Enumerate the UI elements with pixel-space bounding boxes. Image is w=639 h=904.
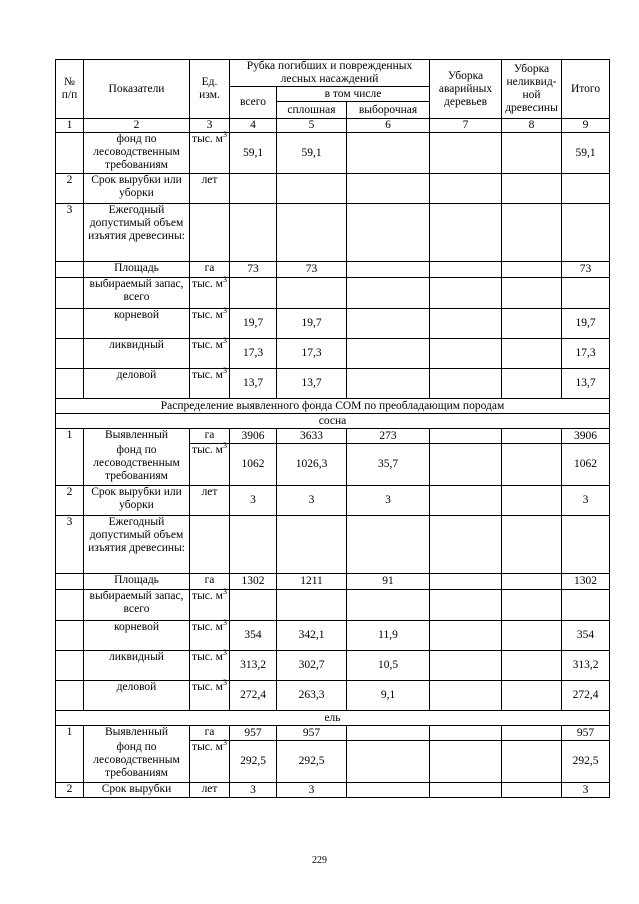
row-number <box>56 339 84 369</box>
indicator-name: деловой <box>84 369 190 399</box>
value-cell <box>347 590 430 621</box>
unit-cell <box>190 618 230 651</box>
value-cell: 313,2 <box>562 651 610 681</box>
row-number: 1 <box>56 429 84 444</box>
value-cell <box>430 339 502 369</box>
value-cell: 3633 <box>277 429 347 444</box>
indicator-name: Ежегодный допустимый объем изъятия древесины: <box>84 204 190 262</box>
column-number: 4 <box>230 119 277 133</box>
value-cell: 59,1 <box>230 133 277 174</box>
value-cell <box>347 262 430 278</box>
unit-text: тыс. м <box>192 133 223 145</box>
section-title-row <box>56 399 610 414</box>
value-cell <box>430 204 502 262</box>
table-row <box>56 486 610 516</box>
unit-cell <box>190 648 230 681</box>
table-row <box>56 681 610 711</box>
column-number: 2 <box>84 119 190 133</box>
unit-text: тыс. м <box>192 339 223 351</box>
header-emergency: Уборка аварийных деревьев <box>430 60 502 119</box>
section-title: Распределение выявленного фонда СОМ по преобладающим породам <box>56 399 610 414</box>
table-row <box>56 516 610 574</box>
unit-cell <box>190 738 230 783</box>
species-label-pine: сосна <box>56 414 610 429</box>
value-cell <box>430 681 502 711</box>
value-cell: 91 <box>347 574 430 590</box>
value-cell <box>230 174 277 204</box>
unit-cell <box>190 275 230 309</box>
header-unit: Ед. изм. <box>190 60 230 119</box>
value-cell <box>277 278 347 309</box>
value-cell: 957 <box>230 726 277 741</box>
table-row <box>56 204 610 262</box>
value-cell <box>230 590 277 621</box>
value-cell: 3906 <box>230 429 277 444</box>
unit-cell <box>190 366 230 399</box>
value-cell <box>347 741 430 783</box>
unit-text: га <box>204 726 215 738</box>
row-number: 2 <box>56 486 84 516</box>
value-cell <box>277 174 347 204</box>
value-cell: 17,3 <box>277 339 347 369</box>
value-cell: 13,7 <box>230 369 277 399</box>
value-cell: 272,4 <box>562 681 610 711</box>
value-cell <box>347 309 430 339</box>
indicator-name: Выявленный <box>84 726 190 741</box>
value-cell <box>502 204 562 262</box>
unit-superscript: 3 <box>222 678 227 688</box>
value-cell: 1062 <box>230 444 277 486</box>
value-cell <box>562 516 610 574</box>
row-number <box>56 574 84 590</box>
unit-text: га <box>204 574 215 586</box>
column-number: 7 <box>430 119 502 133</box>
value-cell: 263,3 <box>277 681 347 711</box>
value-cell <box>502 429 562 444</box>
indicator-name: Площадь <box>84 262 190 278</box>
value-cell <box>347 369 430 399</box>
value-cell: 272,4 <box>230 681 277 711</box>
header-num: № п/п <box>56 60 84 119</box>
value-cell: 3 <box>277 486 347 516</box>
header-total-all: всего <box>230 87 277 119</box>
value-cell <box>502 486 562 516</box>
value-cell <box>502 726 562 741</box>
indicator-name: Выявленный <box>84 429 190 444</box>
value-cell: 19,7 <box>562 309 610 339</box>
row-number <box>56 590 84 621</box>
value-cell <box>347 726 430 741</box>
unit-cell <box>190 587 230 621</box>
value-cell: 13,7 <box>562 369 610 399</box>
value-cell: 3906 <box>562 429 610 444</box>
indicator-name: Площадь <box>84 574 190 590</box>
indicator-name: выбираемый запас, всего <box>84 278 190 309</box>
value-cell <box>562 174 610 204</box>
unit-text: тыс. м <box>192 741 223 753</box>
table-row <box>56 262 610 278</box>
row-number <box>56 444 84 486</box>
header-indicators: Показатели <box>84 60 190 119</box>
value-cell: 17,3 <box>230 339 277 369</box>
value-cell: 1302 <box>230 574 277 590</box>
value-cell: 3 <box>230 783 277 798</box>
value-cell <box>347 174 430 204</box>
value-cell <box>230 204 277 262</box>
header-selective: выборочная <box>347 102 430 119</box>
value-cell <box>502 590 562 621</box>
column-number: 9 <box>562 119 610 133</box>
value-cell <box>502 309 562 339</box>
value-cell: 59,1 <box>277 133 347 174</box>
value-cell <box>502 339 562 369</box>
indicator-name: корневой <box>84 309 190 339</box>
value-cell <box>430 590 502 621</box>
value-cell: 17,3 <box>562 339 610 369</box>
unit-text: тыс. м <box>192 590 223 602</box>
species-label-spruce-row <box>56 711 610 726</box>
table-row <box>56 651 610 681</box>
value-cell: 10,5 <box>347 651 430 681</box>
header-solid: сплошная <box>277 102 347 119</box>
unit-text: га <box>204 429 215 441</box>
unit-text: тыс. м <box>192 444 223 456</box>
value-cell <box>430 516 502 574</box>
unit-superscript: 3 <box>222 366 227 376</box>
value-cell: 1026,3 <box>277 444 347 486</box>
value-cell: 957 <box>277 726 347 741</box>
value-cell <box>502 133 562 174</box>
unit-superscript: 3 <box>222 130 227 140</box>
unit-cell <box>190 678 230 711</box>
table-row <box>56 574 610 590</box>
table-row <box>56 621 610 651</box>
table-row <box>56 278 610 309</box>
value-cell <box>430 369 502 399</box>
unit-cell <box>190 336 230 369</box>
value-cell <box>430 621 502 651</box>
value-cell <box>347 783 430 798</box>
indicator-name: фонд по лесоводственным требованиям <box>84 444 190 486</box>
value-cell <box>502 741 562 783</box>
value-cell <box>230 516 277 574</box>
table-row <box>56 429 610 444</box>
column-number: 6 <box>347 119 430 133</box>
value-cell: 73 <box>277 262 347 278</box>
row-number: 2 <box>56 783 84 798</box>
value-cell: 273 <box>347 429 430 444</box>
unit-cell <box>190 204 230 262</box>
row-number <box>56 651 84 681</box>
value-cell <box>277 516 347 574</box>
value-cell <box>347 516 430 574</box>
value-cell: 35,7 <box>347 444 430 486</box>
unit-superscript: 3 <box>222 306 227 316</box>
value-cell: 354 <box>562 621 610 651</box>
unit-superscript: 3 <box>222 441 227 451</box>
value-cell <box>230 278 277 309</box>
value-cell: 292,5 <box>230 741 277 783</box>
value-cell: 302,7 <box>277 651 347 681</box>
value-cell: 3 <box>277 783 347 798</box>
indicator-name: Срок вырубки или уборки <box>84 174 190 204</box>
column-number: 5 <box>277 119 347 133</box>
table-row <box>56 590 610 621</box>
value-cell: 9,1 <box>347 681 430 711</box>
value-cell: 957 <box>562 726 610 741</box>
table-row <box>56 174 610 204</box>
unit-text: тыс. м <box>192 369 223 381</box>
unit-cell <box>190 174 230 204</box>
row-number <box>56 309 84 339</box>
row-number <box>56 133 84 174</box>
document-table <box>55 59 610 798</box>
unit-text: лет <box>201 783 218 795</box>
table-row <box>56 339 610 369</box>
unit-cell <box>190 516 230 574</box>
value-cell <box>347 339 430 369</box>
page-number: 229 <box>312 855 327 866</box>
table-row <box>56 783 610 798</box>
value-cell <box>502 516 562 574</box>
indicator-name: Ежегодный допустимый объем изъятия древесины: <box>84 516 190 574</box>
value-cell <box>562 204 610 262</box>
header-group: Рубка погибших и поврежденных лесных насаждений <box>230 60 430 87</box>
indicator-name: Срок вырубки или уборки <box>84 486 190 516</box>
indicator-name: фонд по лесоводственным требованиям <box>84 133 190 174</box>
value-cell <box>347 204 430 262</box>
value-cell: 1302 <box>562 574 610 590</box>
value-cell: 13,7 <box>277 369 347 399</box>
indicator-name: корневой <box>84 621 190 651</box>
value-cell: 292,5 <box>277 741 347 783</box>
unit-text: тыс. м <box>192 278 223 290</box>
table-row <box>56 309 610 339</box>
value-cell <box>430 486 502 516</box>
indicator-name: выбираемый запас, всего <box>84 590 190 621</box>
unit-superscript: 3 <box>222 618 227 628</box>
value-cell: 3 <box>347 486 430 516</box>
value-cell <box>502 278 562 309</box>
row-number: 3 <box>56 516 84 574</box>
value-cell <box>430 309 502 339</box>
species-label-pine-row <box>56 414 610 429</box>
value-cell: 73 <box>230 262 277 278</box>
value-cell: 313,2 <box>230 651 277 681</box>
value-cell <box>502 783 562 798</box>
table-row <box>56 726 610 741</box>
value-cell: 1211 <box>277 574 347 590</box>
unit-text: тыс. м <box>192 681 223 693</box>
value-cell: 59,1 <box>562 133 610 174</box>
unit-text: тыс. м <box>192 309 223 321</box>
value-cell <box>430 262 502 278</box>
value-cell: 19,7 <box>277 309 347 339</box>
column-number-row <box>56 119 610 133</box>
column-number: 1 <box>56 119 84 133</box>
indicator-name: деловой <box>84 681 190 711</box>
value-cell <box>430 651 502 681</box>
value-cell <box>502 681 562 711</box>
species-label-spruce: ель <box>56 711 610 726</box>
table-row <box>56 741 610 783</box>
value-cell: 11,9 <box>347 621 430 651</box>
unit-superscript: 3 <box>222 275 227 285</box>
unit-text: тыс. м <box>192 651 223 663</box>
table-row <box>56 444 610 486</box>
value-cell: 354 <box>230 621 277 651</box>
value-cell: 3 <box>562 783 610 798</box>
value-cell <box>430 783 502 798</box>
value-cell <box>430 133 502 174</box>
value-cell: 3 <box>562 486 610 516</box>
value-cell <box>502 621 562 651</box>
row-number: 3 <box>56 204 84 262</box>
unit-cell <box>190 783 230 798</box>
value-cell <box>562 278 610 309</box>
indicator-name: ликвидный <box>84 651 190 681</box>
row-number <box>56 741 84 783</box>
value-cell <box>502 444 562 486</box>
row-number: 2 <box>56 174 84 204</box>
header-illiquid: Уборка неликвид-ной древесины <box>502 60 562 119</box>
value-cell <box>430 444 502 486</box>
header-incl: в том числе <box>277 87 430 102</box>
table-row <box>56 133 610 174</box>
value-cell <box>430 726 502 741</box>
value-cell <box>347 133 430 174</box>
value-cell: 292,5 <box>562 741 610 783</box>
value-cell <box>430 174 502 204</box>
indicator-name: Срок вырубки <box>84 783 190 798</box>
value-cell <box>430 741 502 783</box>
unit-cell <box>190 441 230 486</box>
row-number: 1 <box>56 726 84 741</box>
value-cell: 3 <box>230 486 277 516</box>
value-cell: 73 <box>562 262 610 278</box>
unit-superscript: 3 <box>222 587 227 597</box>
value-cell <box>430 429 502 444</box>
indicator-name: фонд по лесоводственным требованиям <box>84 741 190 783</box>
value-cell <box>502 369 562 399</box>
value-cell: 1062 <box>562 444 610 486</box>
row-number <box>56 681 84 711</box>
unit-superscript: 3 <box>222 738 227 748</box>
value-cell <box>347 278 430 309</box>
value-cell <box>502 574 562 590</box>
indicator-name: ликвидный <box>84 339 190 369</box>
row-number <box>56 262 84 278</box>
column-number: 8 <box>502 119 562 133</box>
value-cell <box>562 590 610 621</box>
unit-cell <box>190 486 230 516</box>
value-cell <box>430 278 502 309</box>
value-cell <box>430 574 502 590</box>
header-itogo: Итого <box>562 60 610 119</box>
value-cell <box>502 262 562 278</box>
value-cell <box>277 590 347 621</box>
value-cell <box>277 204 347 262</box>
unit-text: лет <box>201 486 218 498</box>
unit-text: тыс. м <box>192 621 223 633</box>
row-number <box>56 369 84 399</box>
column-number: 3 <box>190 119 230 133</box>
unit-superscript: 3 <box>222 336 227 346</box>
unit-text: га <box>204 262 215 274</box>
value-cell <box>502 174 562 204</box>
unit-cell <box>190 130 230 174</box>
unit-text: лет <box>201 174 218 186</box>
value-cell <box>502 651 562 681</box>
value-cell: 342,1 <box>277 621 347 651</box>
unit-cell <box>190 306 230 339</box>
value-cell: 19,7 <box>230 309 277 339</box>
unit-superscript: 3 <box>222 648 227 658</box>
row-number <box>56 278 84 309</box>
row-number <box>56 621 84 651</box>
table-row <box>56 369 610 399</box>
